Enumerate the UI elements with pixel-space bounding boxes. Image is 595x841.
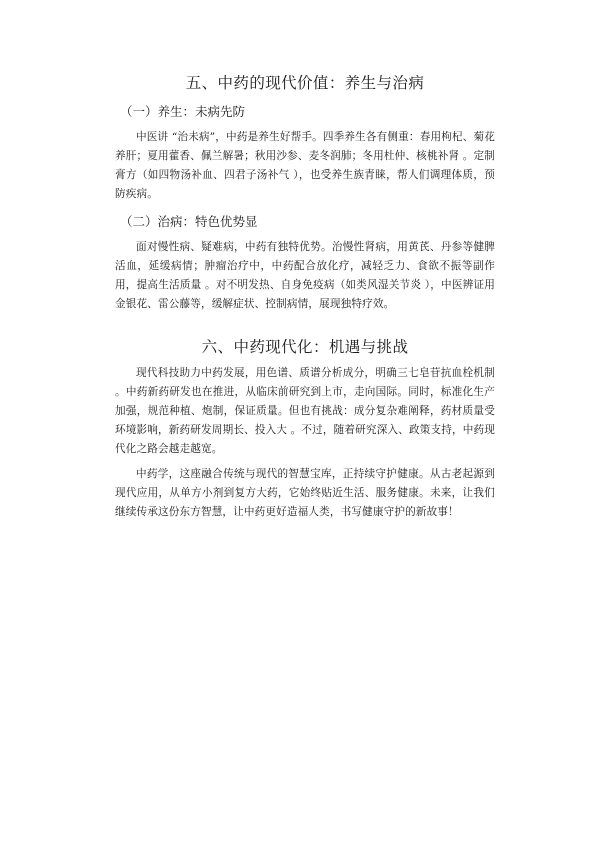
paragraph-opportunities-challenges: 现代科技助力中药发展，用色谱、质谱分析成分，明确三七皂苷抗血栓机制 。中药新药研发也在推进，从临床前研究到上市，走向国际。同时，标准化生产加强，规范种植、炮制，保证质量。但也有挑战：成分复杂难阐释，药材质量受环境影响，新药研发周期长、投入大 。不过，随着研究深入、政策支持，中药现代化之路会越走越宽。 [115,367,495,455]
section-title-modernization: 六、中药现代化：机遇与挑战 [201,338,409,356]
paragraph-disease-treatment: 面对慢性病、疑难病，中药有独特优势。治慢性肾病，用黄芪、丹参等健脾活血，延缓病情；肿瘤治疗中，中药配合放化疗，减轻乏力、食欲不振等副作用，提高生活质量 。对不明发热、自身免疫病（如类风湿关节炎 ），中医辨证用金银花、雷公藤等，缓解症状、控制病情，展现独特疗效。 [115,241,495,310]
paragraph-conclusion: 中药学，这座融合传统与现代的智慧宝库，正持续守护健康。从古老起源到现代应用，从单方小剂到复方大药，它始终贴近生活、服务健康。未来，让我们继续传承这份东方智慧，让中药更好造福人类，书写健康守护的新故事！ [115,468,495,518]
section-modernization [115,336,495,522]
section-modern-value [115,72,495,314]
subsection-title-disease-treatment: （二）治病：特色优势显 [120,214,258,229]
paragraph-health-preservation: 中医讲 “治未病”，中药是养生好帮手。四季养生各有侧重：春用枸杞、菊花养肝；夏用藿香、佩兰解暑；秋用沙参、麦冬润肺；冬用杜仲、核桃补肾 。定制膏方（如四物汤补血、四君子汤补气 ），也受养生族青睐，帮人们调理体质，预防疾病。 [115,131,495,200]
section-title-modern-value: 五、中药的现代价值：养生与治病 [185,74,425,92]
subsection-title-health-preservation: （一）养生：未病先防 [120,104,246,119]
document-content [115,72,495,522]
